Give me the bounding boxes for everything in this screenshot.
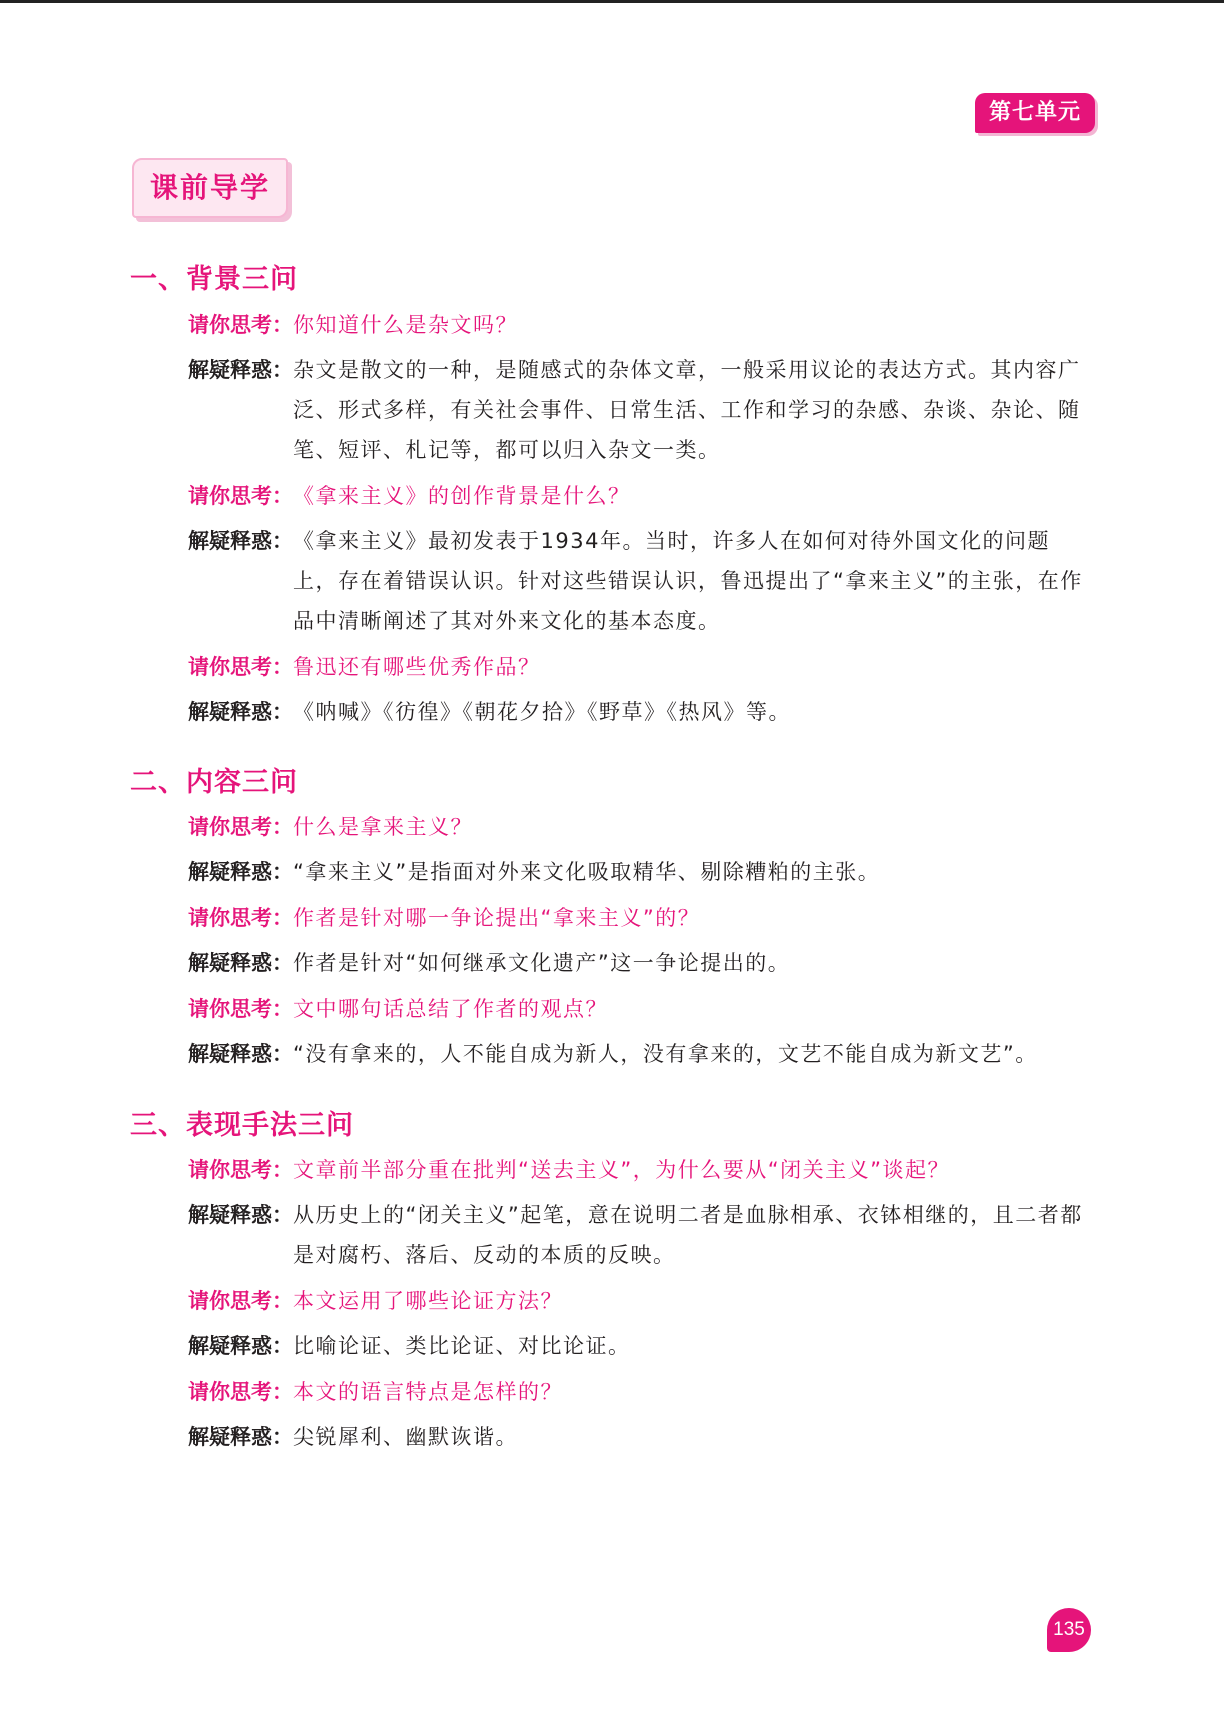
question-text: 作者是针对哪一争论提出“拿来主义”的？: [293, 906, 701, 930]
page-number: 135: [1047, 1608, 1091, 1652]
question-label: 请你思考：: [188, 815, 293, 839]
question-text: 你知道什么是杂文吗？: [293, 313, 518, 337]
answer-text: “没有拿来的，人不能自成为新人，没有拿来的，文艺不能自成为新文艺”。: [293, 1042, 1038, 1066]
question-label: 请你思考：: [188, 484, 293, 508]
question-2-2: [188, 898, 1088, 938]
answer-2-1: [188, 852, 1088, 892]
answer-label: 解疑释惑：: [188, 529, 293, 553]
answer-1-1: [188, 350, 1088, 470]
question-label: 请你思考：: [188, 1380, 293, 1404]
question-label: 请你思考：: [188, 1289, 293, 1313]
answer-3-3: [188, 1417, 1088, 1457]
question-label: 请你思考：: [188, 997, 293, 1021]
answer-label: 解疑释惑：: [188, 1203, 293, 1227]
answer-label: 解疑释惑：: [188, 700, 293, 724]
answer-3-2: [188, 1326, 1088, 1366]
question-1-3: [188, 647, 1088, 687]
question-label: 请你思考：: [188, 655, 293, 679]
question-3-1: [188, 1150, 1088, 1190]
question-2-3: [188, 989, 1088, 1029]
question-2-1: [188, 807, 1088, 847]
answer-3-1: [188, 1195, 1088, 1275]
answer-text: 尖锐犀利、幽默诙谐。: [293, 1425, 518, 1449]
answer-1-3: [188, 692, 1088, 732]
answer-label: 解疑释惑：: [188, 860, 293, 884]
question-text: 《拿来主义》的创作背景是什么？: [293, 484, 631, 508]
question-1-1: [188, 305, 1088, 345]
question-label: 请你思考：: [188, 1158, 293, 1182]
answer-label: 解疑释惑：: [188, 1042, 293, 1066]
answer-label: 解疑释惑：: [188, 1334, 293, 1358]
answer-text: 《拿来主义》最初发表于1934年。当时，许多人在如何对待外国文化的问题上，存在着错误认识。针对这些错误认识，鲁迅提出了“拿来主义”的主张，在作品中清晰阐述了其对外来文化的基本态度。: [293, 529, 1083, 633]
answer-2-3: [188, 1034, 1088, 1074]
question-text: 本文的语言特点是怎样的？: [293, 1380, 563, 1404]
question-text: 文中哪句话总结了作者的观点？: [293, 997, 608, 1021]
question-1-2: [188, 476, 1088, 516]
question-label: 请你思考：: [188, 313, 293, 337]
answer-text: “拿来主义”是指面对外来文化吸取精华、剔除糟粕的主张。: [293, 860, 881, 884]
question-text: 本文运用了哪些论证方法？: [293, 1289, 563, 1313]
answer-2-2: [188, 943, 1088, 983]
answer-text: 作者是针对“如何继承文化遗产”这一争论提出的。: [293, 951, 791, 975]
answer-1-2: [188, 521, 1088, 641]
answer-text: 从历史上的“闭关主义”起笔，意在说明二者是血脉相承、衣钵相继的，且二者都是对腐朽、落后、反动的本质的反映。: [293, 1203, 1083, 1267]
question-label: 请你思考：: [188, 906, 293, 930]
question-text: 鲁迅还有哪些优秀作品？: [293, 655, 541, 679]
section-heading-background: 一、背景三问: [130, 264, 298, 295]
answer-label: 解疑释惑：: [188, 951, 293, 975]
answer-text: 杂文是散文的一种，是随感式的杂体文章，一般采用议论的表达方式。其内容广泛、形式多样，有关社会事件、日常生活、工作和学习的杂感、杂谈、杂论、随笔、短评、札记等，都可以归入杂文一类。: [293, 358, 1081, 462]
section-badge: 课前导学: [132, 158, 288, 218]
answer-text: 比喻论证、类比论证、对比论证。: [293, 1334, 631, 1358]
answer-label: 解疑释惑：: [188, 1425, 293, 1449]
section-heading-technique: 三、表现手法三问: [130, 1110, 354, 1141]
answer-label: 解疑释惑：: [188, 358, 293, 382]
unit-tab: 第七单元: [975, 93, 1095, 133]
question-3-3: [188, 1372, 1088, 1412]
question-text: 文章前半部分重在批判“送去主义”，为什么要从“闭关主义”谈起？: [293, 1158, 951, 1182]
section-heading-content: 二、内容三问: [130, 767, 298, 798]
top-rule: [0, 0, 1224, 3]
question-text: 什么是拿来主义？: [293, 815, 473, 839]
question-3-2: [188, 1281, 1088, 1321]
answer-text: 《呐喊》《彷徨》《朝花夕拾》《野草》《热风》等。: [293, 700, 791, 724]
